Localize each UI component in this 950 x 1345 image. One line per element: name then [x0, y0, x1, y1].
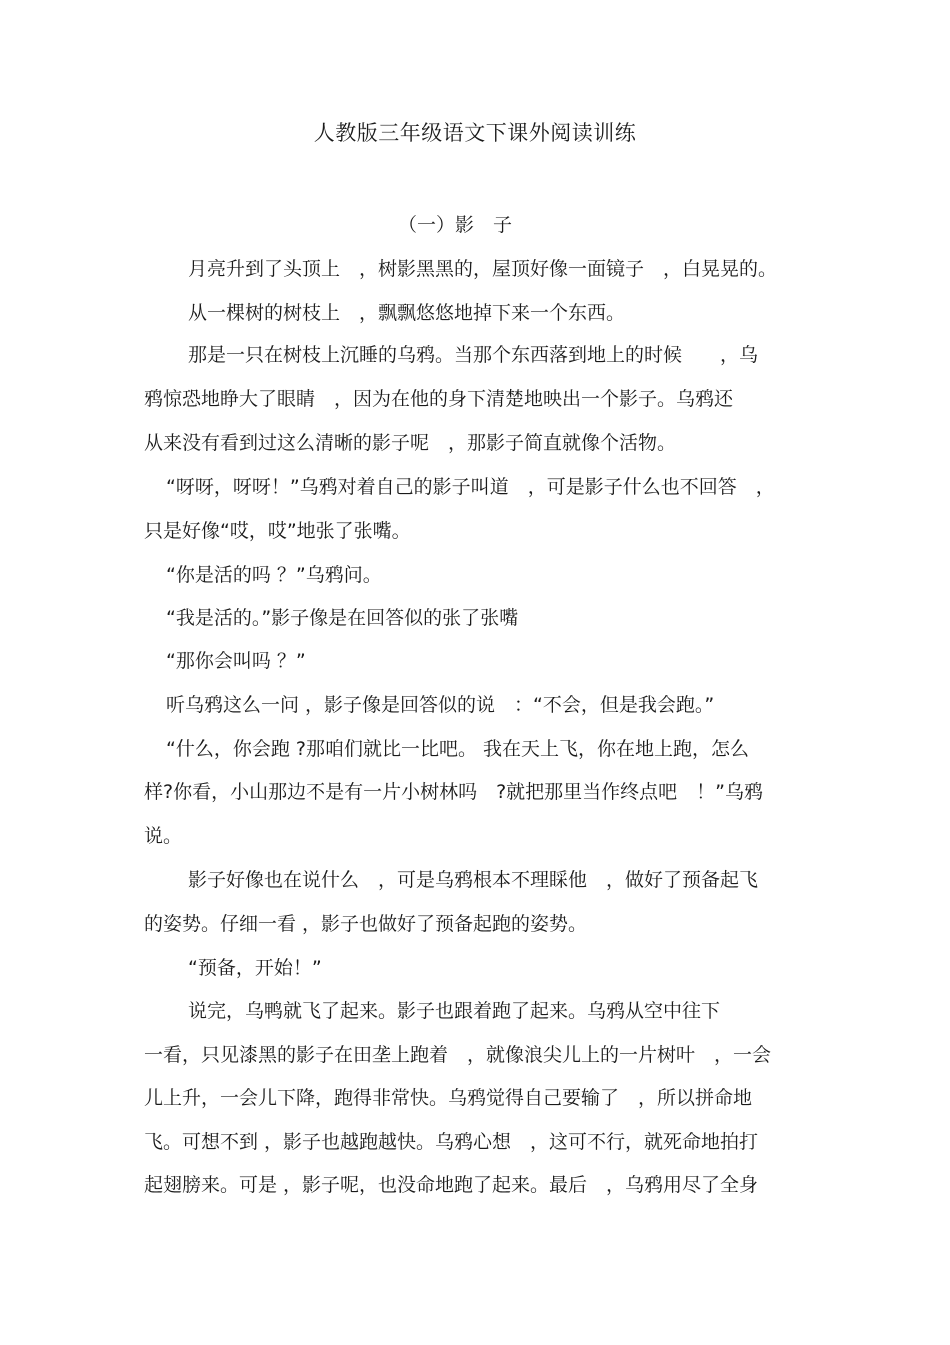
text-line: 影子好像也在说什么 ，可是乌鸦根本不理睬他 ，做好了预备起飞	[188, 869, 759, 891]
text-line: 鸦惊恐地睁大了眼睛 ，因为在他的身下清楚地映出一个影子。乌鸦还	[144, 388, 734, 410]
text-line: “我是活的。”影子像是在回答似的张了张嘴	[166, 607, 519, 629]
text-line: 月亮升到了头顶上 ，树影黑黑的，屋顶好像一面镜子 ，白晃晃的。	[188, 258, 778, 280]
text-line: “预备，开始！”	[188, 957, 322, 979]
text-line: 只是好像“哎，哎”地张了张嘴。	[144, 520, 411, 542]
text-line: 那是一只在树枝上沉睡的乌鸦。当那个东西落到地上的时候 ，乌	[188, 344, 759, 366]
section-heading: （一）影 子	[397, 214, 512, 236]
text-line: “那你会叫吗 ？”	[166, 650, 306, 672]
text-line: 的姿势。仔细一看 ，影子也做好了预备起跑的姿势。	[144, 913, 588, 935]
text-line: 听乌鸦这么一问 ，影子像是回答似的说 ：“不会，但是我会跑。”	[166, 694, 715, 716]
text-line: “呀呀，呀呀！”乌鸦对着自己的影子叫道 ，可是影子什么也不回答 ，	[166, 476, 775, 498]
text-line: 从来没有看到过这么清晰的影子呢 ，那影子简直就像个活物。	[144, 432, 677, 454]
text-line: “什么，你会跑 ?那咱们就比一比吧。 我在天上飞，你在地上跑，怎么	[166, 738, 750, 760]
text-line: “你是活的吗 ？”乌鸦问。	[166, 564, 382, 586]
text-line: 飞。可想不到 ，影子也越跑越快。乌鸦心想 ，这可不行，就死命地拍打	[144, 1131, 759, 1153]
text-line: 说。	[144, 825, 183, 847]
text-line: 儿上升，一会儿下降，跑得非常快。乌鸦觉得自己要输了 ，所以拼命地	[144, 1087, 753, 1109]
document-title: 人教版三年级语文下课外阅读训练	[313, 121, 637, 145]
text-line: 从一棵树的树枝上 ，飘飘悠悠地掉下来一个东西。	[188, 302, 626, 324]
text-line: 样?你看，小山那边不是有一片小树林吗 ?就把那里当作终点吧 ！”乌鸦	[144, 781, 764, 803]
text-line: 起翅膀来。可是 ，影子呢，也没命地跑了起来。最后 ，乌鸦用尽了全身	[144, 1174, 759, 1196]
text-line: 说完，乌鸭就飞了起来。影子也跟着跑了起来。乌鸦从空中往下	[188, 1000, 721, 1022]
text-line: 一看，只见漆黑的影子在田垄上跑着 ，就像浪尖儿上的一片树叶 ，一会	[144, 1044, 772, 1066]
